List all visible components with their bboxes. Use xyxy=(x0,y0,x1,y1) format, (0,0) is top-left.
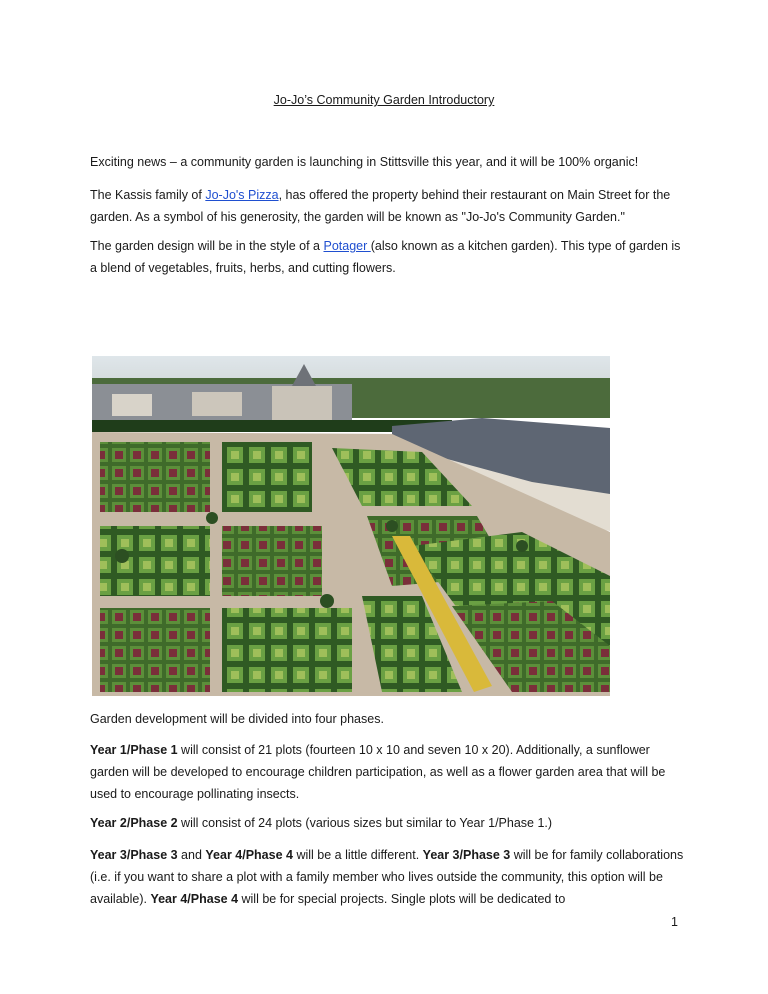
paragraph-kassis-text-2: , has offered the property behind their restaurant on Main Street for the garden. As a symbol of his generosity, the garden will be known as "Jo-Jo's Community Garden." xyxy=(90,188,671,224)
jojos-pizza-link[interactable]: Jo-Jo's Pizza xyxy=(205,188,279,202)
paragraph-year1 xyxy=(90,739,690,805)
paragraph-potager-text-2: (also known as a kitchen garden). This type of garden is a blend of vegetables, fruits, herbs, and cutting flowers. xyxy=(90,239,681,275)
year3-4-text-3: will be for family collaborations (i.e. if you want to share a plot with a family member who lives outside the community, this option will be available). xyxy=(90,848,684,906)
year3-4-text-2: will be a little different. xyxy=(292,848,423,862)
paragraph-kassis xyxy=(90,184,690,228)
paragraph-year3-4 xyxy=(90,844,690,910)
page-number: 1 xyxy=(671,915,678,929)
paragraph-potager xyxy=(90,235,690,279)
year1-text: will consist of 21 plots (fourteen 10 x 10 and seven 10 x 20). Additionally, a sunflower garden will be developed to encourage children participation, as well as a flower garden area that will be used to encourage pollinating insects. xyxy=(90,743,666,801)
year3-heading: Year 3/Phase 3 xyxy=(90,848,178,862)
year4-heading-2: Year 4/Phase 4 xyxy=(150,892,239,906)
paragraph-year2 xyxy=(90,812,690,834)
garden-aerial-photo xyxy=(92,356,610,696)
year2-text: will consist of 24 plots (various sizes but similar to Year 1/Phase 1.) xyxy=(177,816,553,830)
paragraph-phases: Garden development will be divided into four phases. xyxy=(90,712,384,726)
year3-heading-2: Year 3/Phase 3 xyxy=(422,848,511,862)
paragraph-intro: Exciting news – a community garden is launching in Stittsville this year, and it will be 100% organic! xyxy=(90,155,639,169)
year3-4-text-4: will be for special projects. Single plots will be dedicated to xyxy=(238,892,566,906)
year4-heading: Year 4/Phase 4 xyxy=(205,848,293,862)
year3-4-text-1: and xyxy=(177,848,206,862)
paragraph-potager-text-1: The garden design will be in the style of a xyxy=(90,239,324,253)
document-title: Jo-Jo’s Community Garden Introductory xyxy=(273,93,495,107)
paragraph-kassis-text-1: The Kassis family of xyxy=(90,188,206,202)
year2-heading: Year 2/Phase 2 xyxy=(90,816,178,830)
year1-heading: Year 1/Phase 1 xyxy=(90,743,178,757)
potager-link[interactable]: Potager xyxy=(323,239,371,253)
